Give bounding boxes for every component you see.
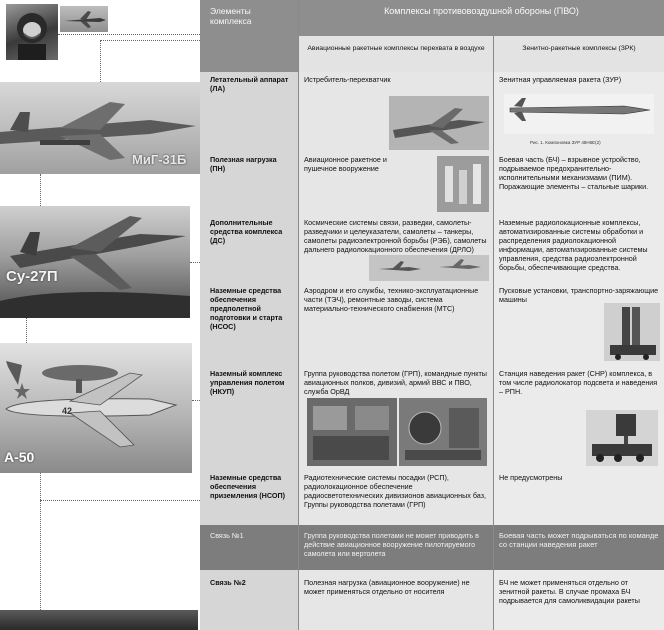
su-27-aircraft-icon — [0, 206, 190, 318]
connector-line — [192, 400, 200, 401]
zrk-cell: Боевая часть (БЧ) – взрывное устройство, подрываемое предохранительно-исполнительными механизмами (ПИМ). Поражающие элементы – стальные шарики. — [493, 152, 664, 215]
guidance-radar-image — [586, 410, 658, 466]
pilot-icon — [6, 4, 58, 60]
aviation-text: Авиационное ракетное и пушечное вооружение — [304, 155, 387, 173]
element-cell: Наземные средства обеспечения приземления (НСОП) — [200, 470, 298, 525]
connector-line — [40, 500, 200, 501]
table-row — [200, 215, 664, 284]
aviation-cell — [298, 152, 493, 215]
aviation-cell: Полезная нагрузка (авиационное вооружение) не может применяться отдельно от носителя — [298, 570, 493, 630]
jet-sky-photo — [60, 6, 108, 32]
zrk-cell: Боевая часть может подрываться по команде со станции наведения ракет — [493, 525, 664, 570]
element-cell: Наземные средства обеспечения предполетной подготовки и старта (НСОС) — [200, 283, 298, 366]
connector-line — [100, 40, 101, 82]
element-cell: Дополнительные средства комплекса (ДС) — [200, 215, 298, 283]
mig-31-photo — [0, 82, 200, 174]
aviation-cell — [298, 72, 493, 152]
connector-line — [26, 318, 27, 343]
su-27p-photo — [0, 206, 190, 318]
aviation-cell — [298, 215, 493, 283]
table-row — [200, 570, 664, 630]
zrk-text: Пусковые установки, транспортно-заряжающие машины — [499, 286, 659, 304]
aviation-cell: Группа руководства полетами не может приводить в действие авиационное вооружение пилотируемого самолета или вертолета — [298, 525, 493, 570]
zrk-text: Станция наведения ракет (СНР) комплекса, в том числе радиолокатор подсвета и наведения – РПН. — [499, 369, 658, 396]
aviation-text: Группа руководства полетом (ГРП), командные пункты авиационных полков, дивизий, армий ВВС и ПВО, служба ОрВД — [304, 369, 487, 396]
connector-line — [190, 262, 200, 263]
launcher-image — [604, 303, 660, 361]
zrk-text: Зенитная управляемая ракета (ЗУР) — [499, 75, 622, 84]
bottom-photo — [0, 610, 198, 630]
aviation-column-header: Авиационные ракетные комплексы перехвата в воздухе — [298, 36, 493, 72]
table-row — [200, 152, 664, 216]
su-27p-label: Су-27П — [6, 268, 58, 285]
pilot-photo — [6, 4, 58, 60]
zrk-cell: Наземные радиолокационные комплексы, автоматизированные системы обработки и распределения радиолокационной информации, автоматизированные системы управления, средства радиоэлектронной борьбы, обеспечивающие средства. — [493, 215, 664, 283]
connector-line — [40, 473, 41, 610]
zrk-cell — [493, 366, 664, 470]
connector-line — [58, 34, 200, 35]
table-row — [200, 72, 664, 153]
element-cell: Связь №1 — [200, 525, 298, 570]
systems-title: Комплексы противовоздушной обороны (ПВО) — [298, 0, 664, 36]
weapons-image — [437, 156, 489, 212]
aviation-cell — [298, 366, 493, 470]
element-cell: Связь №2 — [200, 570, 298, 630]
table-row — [200, 470, 664, 526]
mig-31-label: МиГ-31Б — [132, 152, 187, 167]
control-room-image — [307, 398, 397, 466]
element-cell: Полезная нагрузка (ПН) — [200, 152, 298, 215]
zrk-cell: Не предусмотрены — [493, 470, 664, 525]
aviation-text: Космические системы связи, разведки, самолеты-разведчики и целеуказатели, самолеты – танкеры, самолеты радиоэлектронной борьбы (РЭБ), самолеты дальнего радиолокационного обеспечения (ДРЛО) — [304, 218, 487, 254]
table-row — [200, 366, 664, 471]
zrk-cell — [493, 283, 664, 366]
element-cell: Наземный комплекс управления полетом (НКУП) — [200, 366, 298, 470]
table-row — [200, 525, 664, 571]
zrk-column-header: Зенитно-ракетные комплексы (ЗРК) — [493, 36, 664, 72]
element-cell: Летательный аппарат (ЛА) — [200, 72, 298, 152]
zrk-cell — [493, 72, 664, 152]
pvo-table — [200, 0, 664, 630]
a-50-label: А-50 — [4, 449, 35, 465]
missile-image — [504, 94, 654, 134]
table-header-row — [200, 0, 664, 73]
photo-column — [0, 0, 200, 630]
interceptor-image — [389, 96, 489, 150]
missile-caption: Рис. 1. Компоновка ЗУР 48Н6Е(2) — [530, 140, 601, 145]
table-row — [200, 283, 664, 367]
zrk-cell: БЧ не может применяться отдельно от зенитной ракеты. В случае промаха БЧ подрывается для самоликвидации ракеты — [493, 570, 664, 630]
radar-console-image — [399, 398, 487, 466]
jet-icon — [60, 6, 108, 32]
a-50-photo — [0, 343, 192, 473]
connector-line — [100, 40, 200, 41]
aircraft-group-image — [369, 255, 489, 281]
connector-line — [40, 174, 41, 206]
elements-column-header: Элементы комплекса — [200, 0, 298, 72]
aviation-cell: Радиотехнические системы посадки (РСП), радиолокационное обеспечение радиосветотехнических дивизионов авиационных баз, Группы руководства полетами (ГРП) — [298, 470, 493, 525]
a-50-tail-number: 42 — [62, 406, 73, 416]
aviation-text: Истребитель-перехватчик — [304, 75, 391, 84]
aviation-cell: Аэродром и его службы, технико-эксплуатационные части (ТЭЧ), ремонтные заводы, система материально-технического снабжения (МТС) — [298, 283, 493, 366]
